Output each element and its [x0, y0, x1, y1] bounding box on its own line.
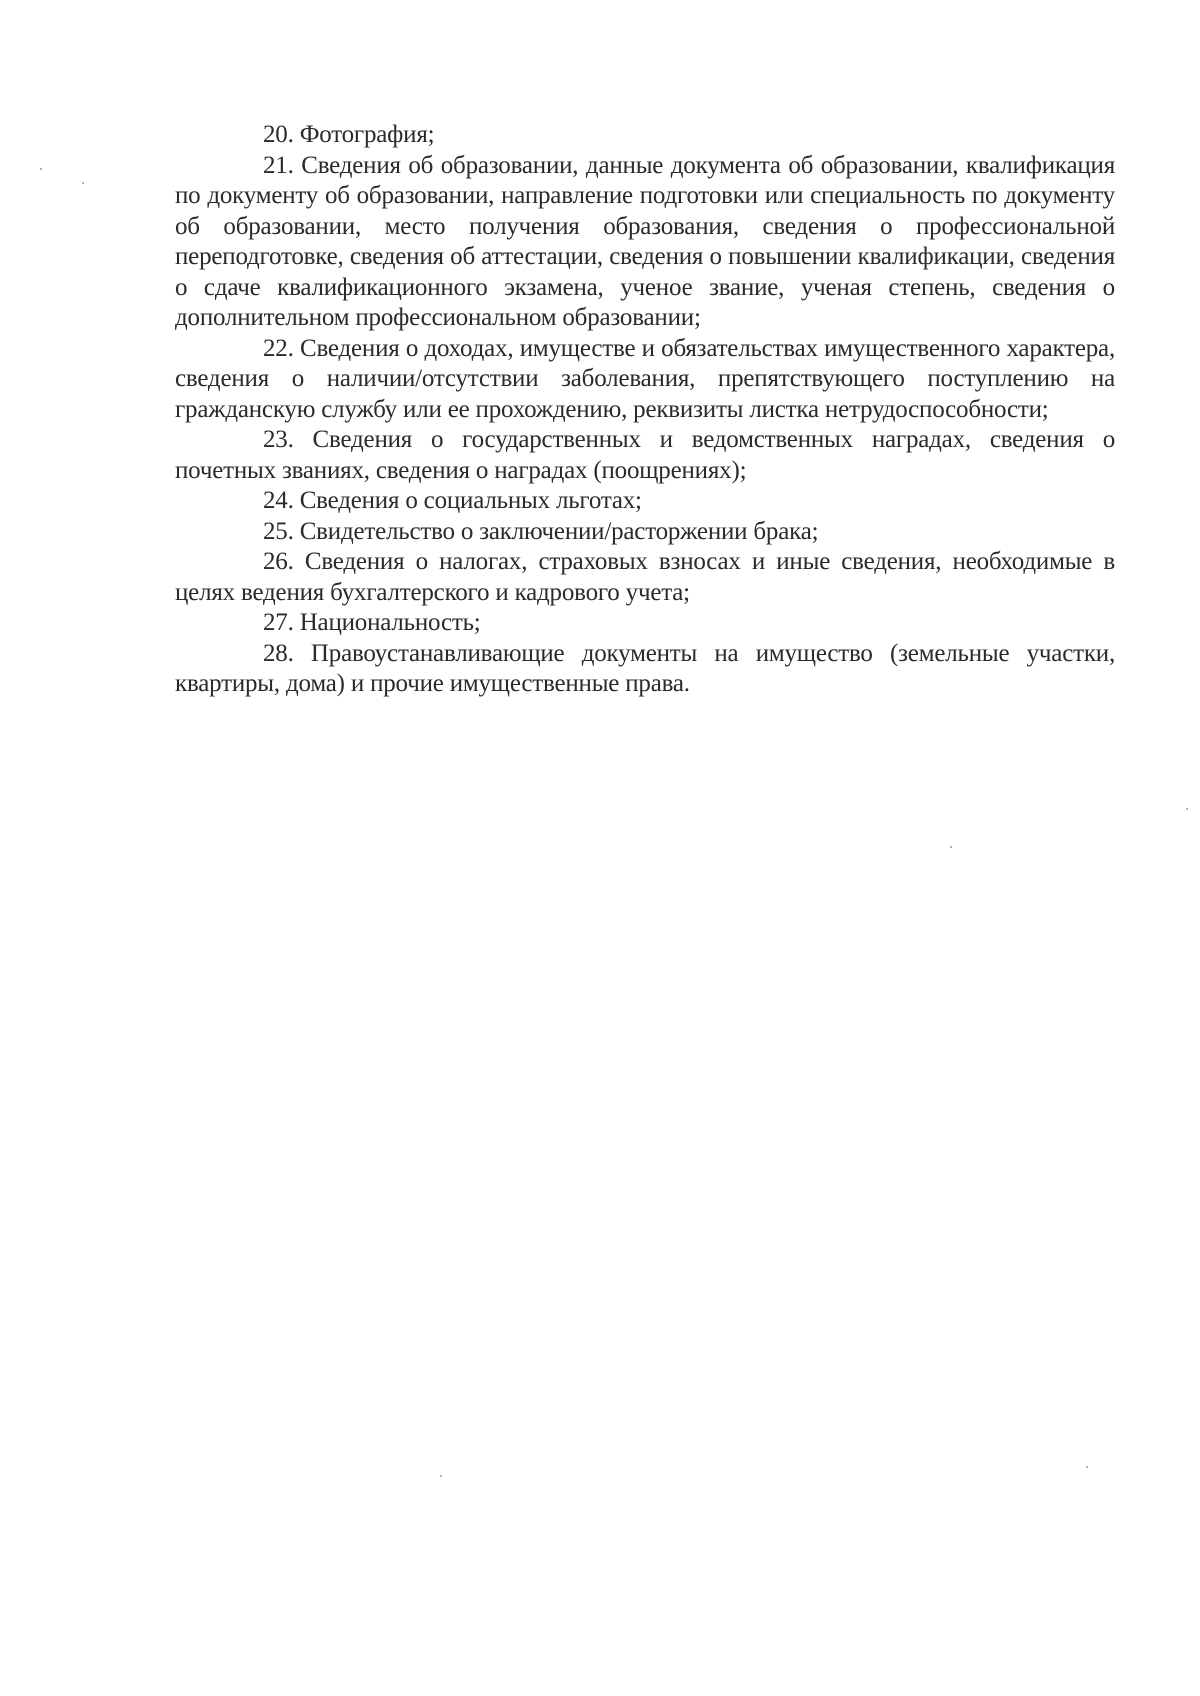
list-item-28: 28. Правоустанавливающие документы на имущество (земельные участки, квартиры, дома) и прочие имущественные права. — [175, 639, 1115, 697]
list-item-23: 23. Сведения о государственных и ведомственных наградах, сведения о почетных званиях, сведения о наградах (поощрениях); — [175, 426, 1115, 484]
scan-speck — [82, 182, 84, 184]
scan-speck — [1186, 808, 1188, 810]
list-item-26: 26. Сведения о налогах, страховых взносах и иные сведения, необходимые в целях ведения бухгалтерского и кадрового учета; — [175, 548, 1115, 606]
document-body — [175, 120, 1115, 700]
list-item-20: 20. Фотография; — [263, 121, 435, 148]
list-item-25: 25. Свидетельство о заключении/расторжении брака; — [263, 517, 819, 545]
list-item-27: 27. Национальность; — [263, 609, 481, 636]
list-item-24: 24. Сведения о социальных льготах; — [263, 487, 642, 514]
scan-speck — [950, 846, 952, 848]
list-item-21: 21. Сведения об образовании, данные документа об образовании, квалификация по документу об образовании, направление подготовки или специальность по документу об образовании, место получения образования, сведения о профессиональной переподготовке, сведения об аттестации, сведения о повышении квалификации, сведения о сдаче квалификационного экзамена, ученое звание, ученая степень, сведения о дополнительном профессиональном образовании; — [175, 151, 1115, 331]
scan-speck — [440, 1475, 442, 1477]
scan-speck — [1086, 1466, 1088, 1468]
scan-speck — [40, 168, 42, 170]
list-item-22: 22. Сведения о доходах, имуществе и обязательствах имущественного характера, сведения о наличии/отсутствии заболевания, препятствующего поступлению на гражданскую службу или ее прохождению, реквизиты листка нетрудоспособности; — [175, 334, 1115, 423]
